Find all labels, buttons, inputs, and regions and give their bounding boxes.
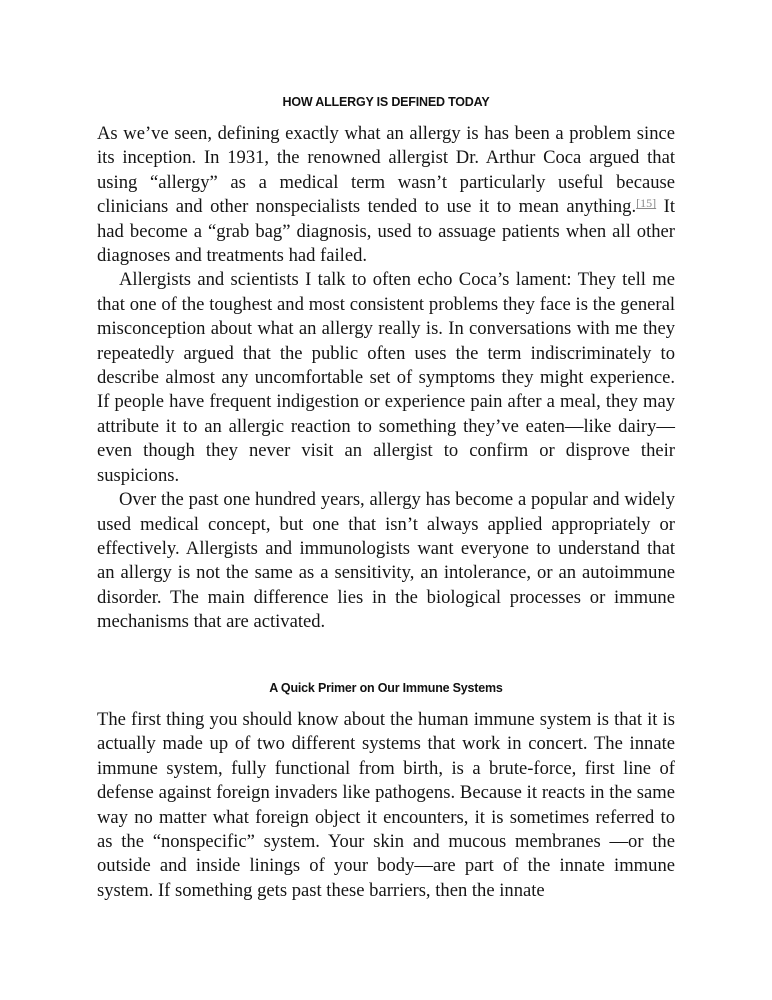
section-heading-immune-primer: A Quick Primer on Our Immune Systems bbox=[269, 681, 503, 695]
paragraph-1-text: As we’ve seen, defining exactly what an allergy is has been a problem since its inception. In 1931, the renowned allergist Dr. Arthur Coca argued that using “allergy” as a medical term wasn’t particularly useful because clinicians and other nonspecialists tended to use it to mean anything. bbox=[97, 123, 675, 218]
section-body-allergy-defined bbox=[97, 122, 675, 635]
section-heading-allergy-defined: HOW ALLERGY IS DEFINED TODAY bbox=[282, 95, 490, 109]
footnote-link-15[interactable]: [15] bbox=[636, 196, 657, 211]
section-body-immune-primer bbox=[97, 708, 675, 903]
paragraph-3: Over the past one hundred years, allergy has become a popular and widely used medical concept, but one that isn’t always applied appropriately or effectively. Allergists and immunologists want everyone to understand that an allergy is not the same as a sensitivity, an intolerance, or an autoimmune disorder. The main difference lies in the biological processes or immune mechanisms that are activated. bbox=[97, 489, 675, 633]
paragraph-4: The first thing you should know about the human immune system is that it is actually made up of two different systems that work in concert. The innate immune system, fully functional from birth, is a brute-force, first line of defense against foreign invaders like pathogens. Because it reacts in the same way no matter what foreign object it encounters, it is sometimes referred to as the “nonspecific” system. Your skin and mucous membranes —or the outside and inside linings of your body—are part of the innate immune system. If something gets past these barriers, then the innate bbox=[97, 709, 675, 901]
paragraph-2: Allergists and scientists I talk to often echo Coca’s lament: They tell me that one of the toughest and most consistent problems they face is the general misconception about what an allergy really is. In conversations with me they repeatedly argued that the public often uses the term indiscriminately to describe almost any uncomfortable set of symptoms they might experience. If people have frequent indigestion or experience pain after a meal, they may attribute it to an allergic reaction to something they’ve eaten—like dairy—even though they never visit an allergist to confirm or disprove their suspicions. bbox=[97, 269, 675, 486]
paragraph-1-text-continued: It had become a “grab bag” diagnosis, used to assuage patients when all other diagnoses and treatments had failed. bbox=[97, 196, 675, 267]
paragraph-1 bbox=[97, 122, 675, 268]
